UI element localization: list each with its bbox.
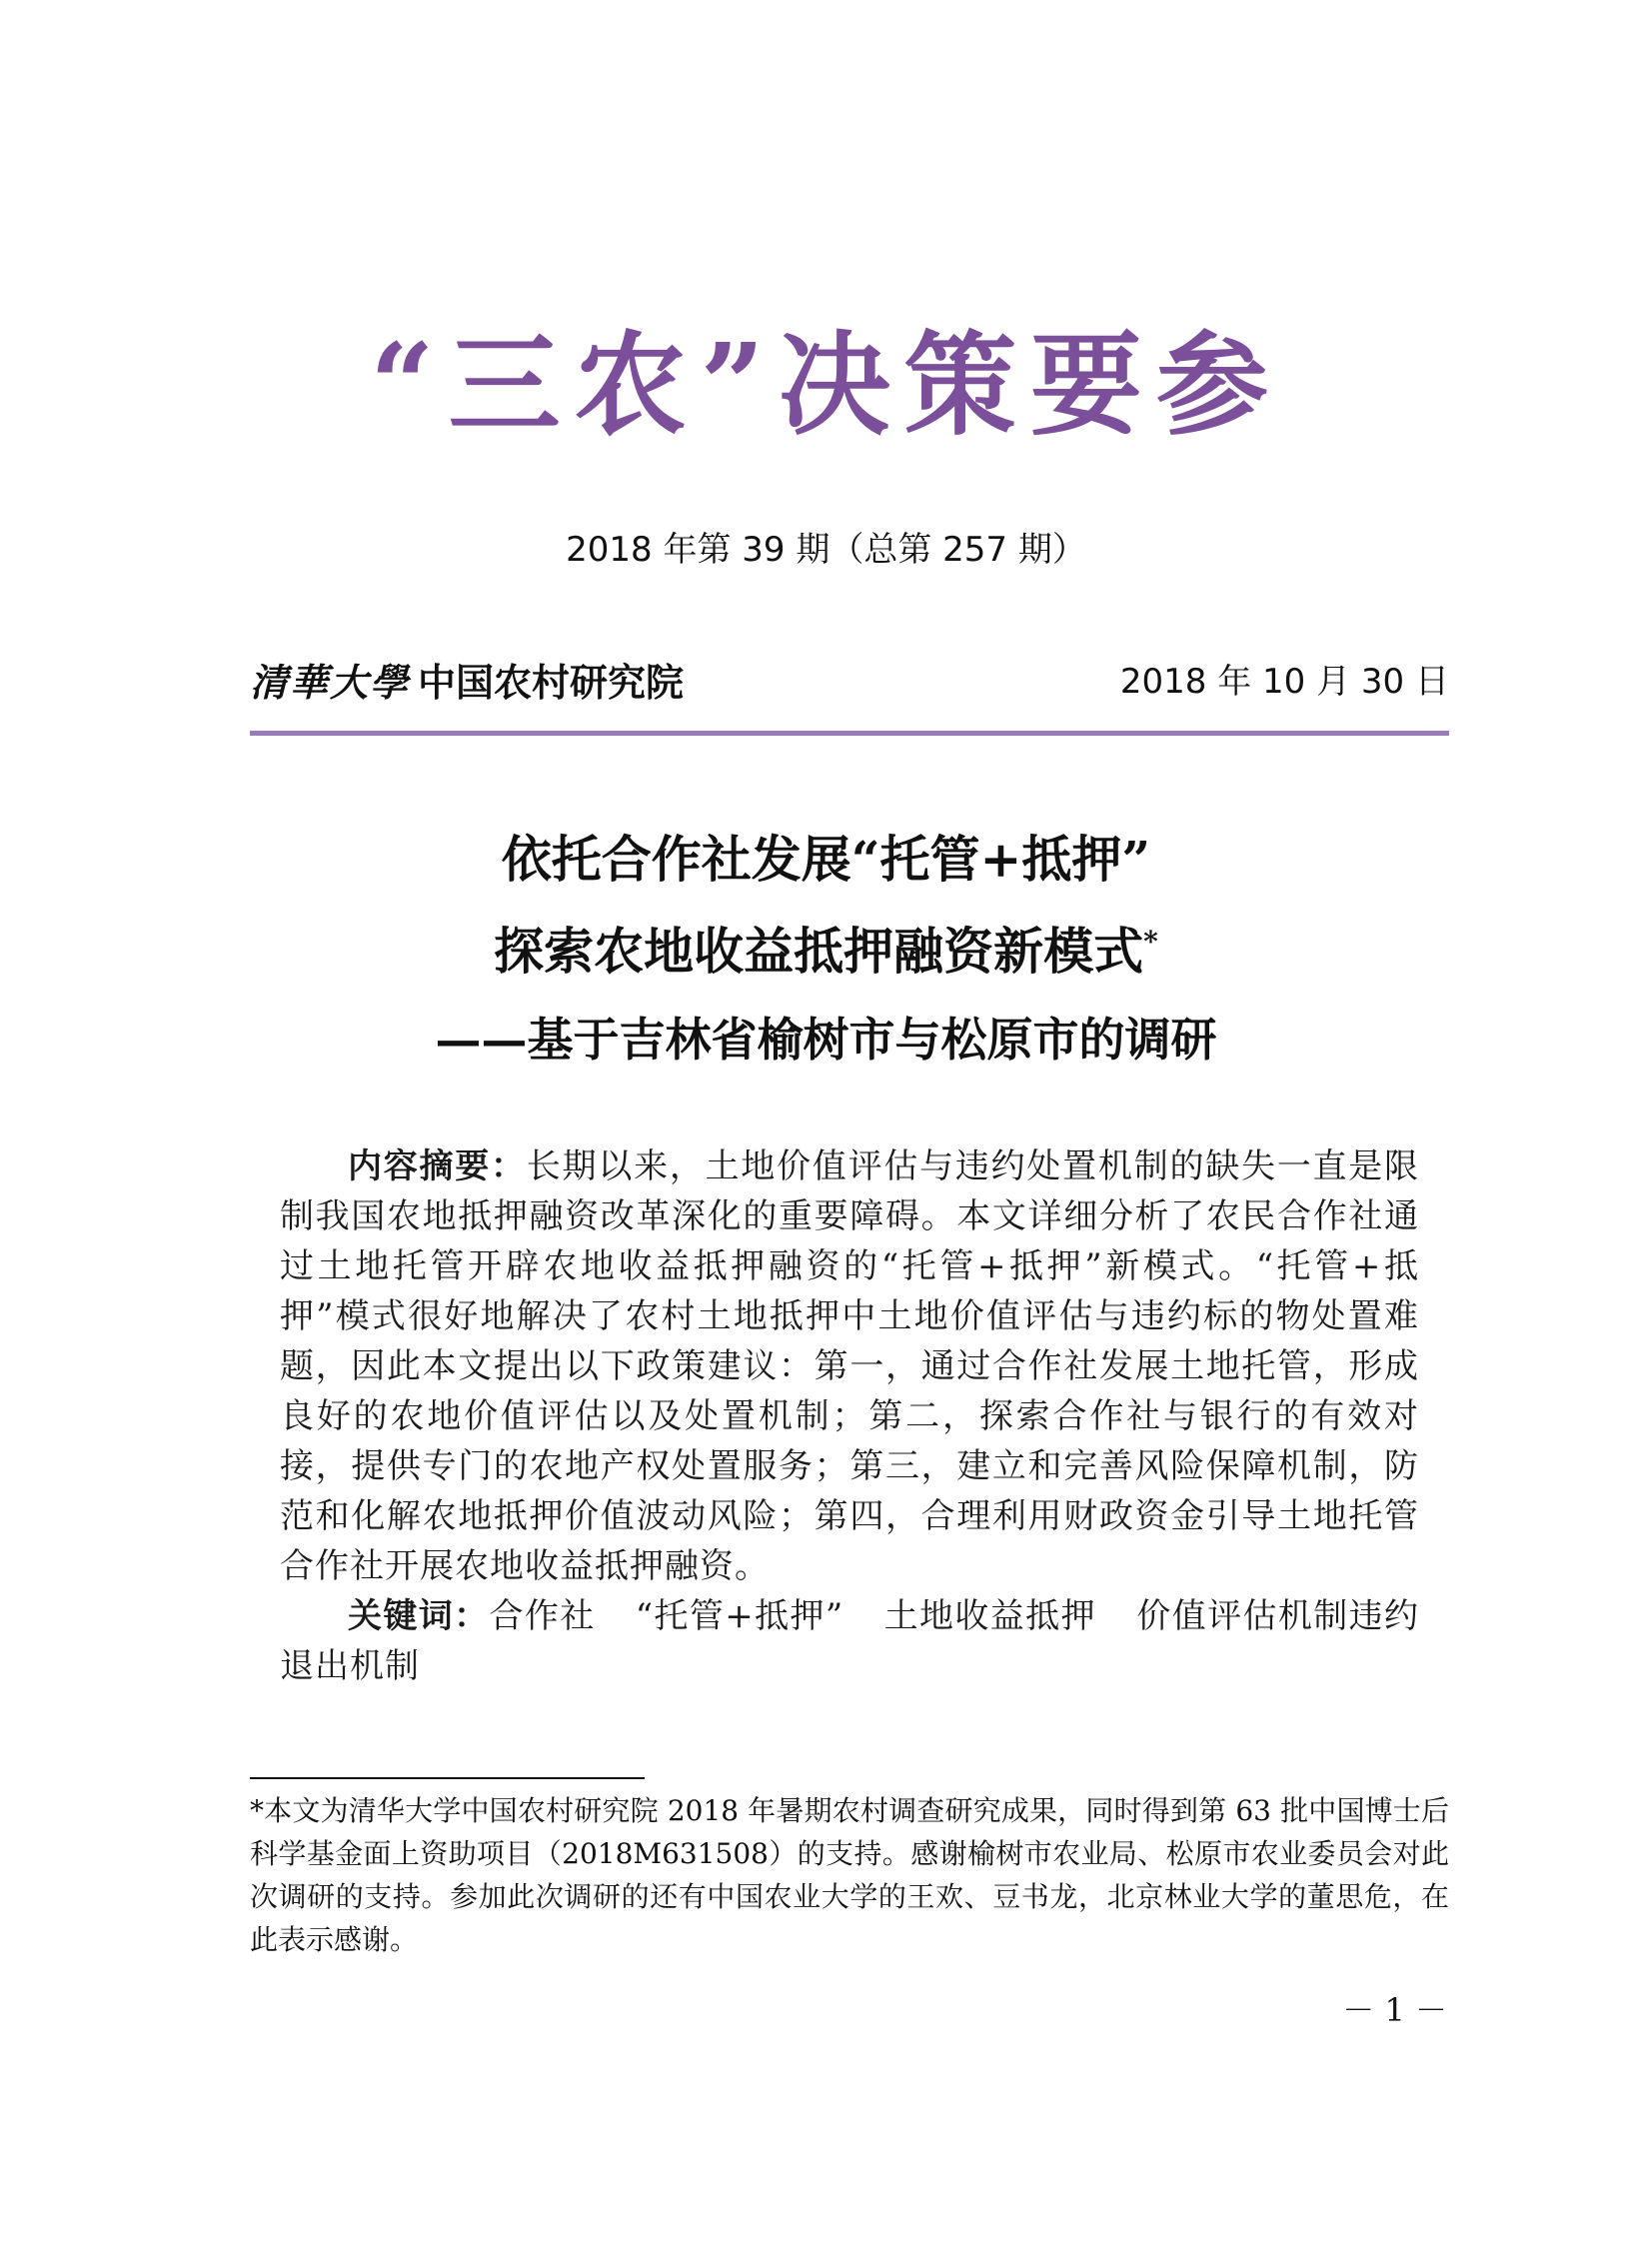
keyword-item: 合作社 (489, 1596, 596, 1636)
masthead-title: “三农”决策要参 (370, 320, 1282, 451)
keyword-item: 价值评估 (1135, 1596, 1278, 1636)
keywords-label: 关键词： (348, 1596, 490, 1636)
article-title-line2-text: 探索农地收益抵押融资新模式 (494, 922, 1144, 981)
keyword-item: 土地收益抵押 (883, 1596, 1096, 1636)
issue-number: 2018 年第 39 期（总第 257 期） (566, 530, 1086, 570)
page-number: － 1 － (1342, 1991, 1447, 2029)
abstract-section (280, 1141, 1419, 1691)
article-subtitle: ——基于吉林省榆树市与松原市的调研 (435, 1013, 1217, 1067)
publication-date: 2018 年 10 月 30 日 (1119, 662, 1449, 702)
institution-row (250, 652, 1449, 708)
footnote-marker: * (1143, 925, 1158, 959)
article-title-line2 (0, 912, 1652, 984)
institution-name: 中国农村研究院 (418, 660, 685, 705)
header-divider (250, 731, 1449, 736)
keyword-item: 机制违约退出机制 (280, 1596, 1420, 1686)
abstract-text: 长期以来，土地价值评估与违约处置机制的缺失一直是限制我国农地抵押融资改革深化的重要障碍。本文详细分析了农民合作社通过土地托管开辟农地收益抵押融资的“托管+抵押”新模式。“托管+抵押”模式很好地解决了农村土地抵押中土地价值评估与违约标的物处置难题，因此本文提出以下政策建议：第一，通过合作社发展土地托管，形成良好的农地价值评估以及处置机制；第二，探索合作社与银行的有效对接，提供专门的农地产权处置服务；第三，建立和完善风险保障机制，防范和化解农地抵押价值波动风险；第四，合理利用财政资金引导土地托管合作社开展农地收益抵押融资。 (280, 1146, 1420, 1586)
abstract-label: 内容摘要： (348, 1146, 527, 1186)
footnote-divider (250, 1777, 645, 1779)
footnote-text: *本文为清华大学中国农村研究院 2018 年暑期农村调查研究成果，同时得到第 63 批中国博士后科学基金面上资助项目（2018M631508）的支持。感谢榆树市农业局、松原市农业委员会对此次调研的支持。参加此次调研的还有中国农业大学的王欢、豆书龙，北京林业大学的董思危，在此表示感谢。 (250, 1794, 1449, 1956)
keywords-paragraph (280, 1591, 1419, 1691)
keyword-item: “托管+抵押” (635, 1596, 844, 1636)
article-title-line1: 依托合作社发展“托管+抵押” (501, 830, 1151, 889)
abstract-paragraph (280, 1141, 1419, 1591)
university-logo: 清華大學 (250, 660, 411, 705)
